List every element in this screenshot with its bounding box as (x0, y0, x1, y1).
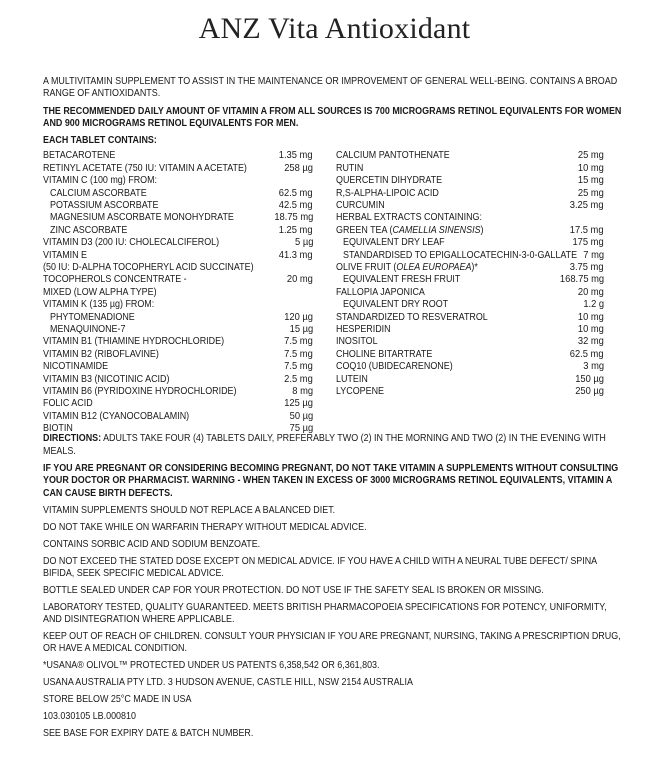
ingredient-name: VITAMIN D3 (200 IU: CHOLECALCIFEROL) (43, 237, 220, 249)
ingredient-amount: 125 µg (284, 398, 313, 410)
ingredient-amount: 3.75 mg (570, 262, 604, 273)
ingredient-name: RETINYL ACETATE (750 IU: VITAMIN A ACETATE) (43, 162, 247, 174)
ingredient-name: CALCIUM ASCORBATE (50, 187, 147, 199)
ingredient-amount: 5 µg (294, 237, 313, 249)
ingredient-row (336, 374, 604, 386)
ingredient-row (336, 274, 604, 286)
intro-text: A MULTIVITAMIN SUPPLEMENT TO ASSIST IN THE MAINTENANCE OR IMPROVEMENT OF GENERAL WELL-BEING. CONTAINS A BROAD RANGE OF ANTIOXIDANTS. (43, 76, 618, 100)
ingredient-name: ZINC ASCORBATE (50, 224, 128, 236)
ingredient-name: HERBAL EXTRACTS CONTAINING: (336, 212, 482, 224)
ingredient-row (336, 225, 604, 237)
ingredient-amount: 62.5 mg (279, 187, 313, 199)
notes-list (43, 505, 624, 740)
ingredient-name: MAGNESIUM ASCORBATE MONOHYDRATE (50, 212, 234, 224)
ingredient-row (43, 200, 313, 212)
ingredient-name: TOCOPHEROLS CONCENTRATE - (43, 274, 187, 286)
ingredient-name: VITAMIN B6 (PYRIDOXINE HYDROCHLORIDE) (43, 385, 237, 397)
ingredient-amount: 258 µg (284, 162, 313, 174)
ingredient-row (336, 150, 604, 162)
ingredient-row (336, 336, 604, 348)
ingredient-row (336, 262, 604, 274)
ingredient-name: VITAMIN B12 (CYANOCOBALAMIN) (43, 410, 190, 422)
ingredient-amount: 75 µg (289, 423, 313, 435)
ingredient-name: INOSITOL (336, 336, 378, 348)
ingredient-name: VITAMIN B1 (THIAMINE HYDROCHLORIDE) (43, 336, 225, 348)
ingredient-row (43, 299, 313, 311)
ingredient-row (43, 324, 313, 336)
ingredient-amount: 1.25 mg (279, 224, 313, 236)
ingredient-name: CURCUMIN (336, 200, 385, 212)
each-tablet-heading: EACH TABLET CONTAINS: (43, 135, 157, 147)
vitamin-a-notice: THE RECOMMENDED DAILY AMOUNT OF VITAMIN A FROM ALL SOURCES IS 700 MICROGRAMS RETINOL EQUIVALENTS FOR WOMEN AND 900 MICROGRAMS RETINOL EQUIVALENTS FOR MEN. (43, 105, 622, 129)
ingredient-name: GREEN TEA (CAMELLIA SINENSIS) (336, 224, 484, 236)
ingredients-left-column (43, 150, 313, 435)
product-title: ANZ Vita Antioxidant (198, 12, 471, 45)
ingredient-amount: 1.35 mg (279, 150, 313, 162)
ingredient-row (336, 200, 604, 212)
ingredient-amount: 10 mg (577, 162, 604, 174)
ingredient-row (336, 324, 604, 336)
label-note: KEEP OUT OF REACH OF CHILDREN. CONSULT YOUR PHYSICIAN IF YOU ARE PREGNANT, NURSING, TAKING A PRESCRIPTION DRUG, OR HAVE A MEDICAL CONDITION. (43, 630, 621, 655)
ingredient-amount: 25 mg (577, 150, 604, 162)
label-note: 103.030105 LB.000810 (43, 710, 136, 722)
ingredient-amount: 15 mg (577, 175, 604, 187)
ingredient-row (43, 250, 313, 262)
ingredient-amount: 20 mg (577, 286, 604, 298)
ingredient-name: MIXED (LOW ALPHA TYPE) (43, 286, 157, 298)
ingredient-amount: 42.5 mg (279, 200, 313, 212)
ingredient-amount: 15 µg (289, 323, 313, 335)
label-note: CONTAINS SORBIC ACID AND SODIUM BENZOATE. (43, 538, 261, 550)
ingredient-row (336, 299, 604, 311)
label-note: SEE BASE FOR EXPIRY DATE & BATCH NUMBER. (43, 727, 254, 739)
ingredient-row (43, 336, 313, 348)
ingredient-amount: 62.5 mg (570, 348, 604, 360)
ingredient-amount: 3 mg (583, 361, 604, 373)
ingredient-amount: 18.75 mg (274, 212, 313, 224)
ingredient-name: VITAMIN K (135 µg) FROM: (43, 299, 155, 311)
ingredient-amount: 7.5 mg (284, 348, 313, 360)
ingredient-name: LYCOPENE (336, 385, 385, 397)
ingredient-name: HESPERIDIN (336, 323, 391, 335)
ingredient-name: (50 IU: D-ALPHA TOCOPHERYL ACID SUCCINATE) (43, 262, 254, 273)
ingredient-row (43, 312, 313, 324)
directions-label: DIRECTIONS: (43, 433, 102, 445)
ingredient-row (336, 386, 604, 398)
ingredient-name: VITAMIN B3 (NICOTINIC ACID) (43, 373, 170, 385)
ingredient-name: BETACAROTENE (43, 150, 116, 162)
label-note: DO NOT EXCEED THE STATED DOSE EXCEPT ON MEDICAL ADVICE. IF YOU HAVE A CHILD WITH A NEURAL TUBE DEFECT/ SPINA BIFIDA, SEEK SPECIFIC MEDICAL ADVICE. (43, 555, 597, 579)
ingredient-row (336, 212, 604, 224)
ingredient-amount: 10 mg (577, 323, 604, 335)
ingredient-row (336, 250, 604, 262)
ingredient-row (43, 163, 313, 175)
ingredient-name: VITAMIN E (43, 249, 88, 261)
ingredient-name: FOLIC ACID (43, 398, 93, 410)
ingredient-row (43, 361, 313, 373)
ingredient-amount: 32 mg (577, 336, 604, 348)
ingredient-name: VITAMIN C (100 mg) FROM: (43, 175, 158, 187)
ingredient-row (43, 411, 313, 423)
ingredient-amount: 150 µg (575, 373, 604, 385)
ingredient-amount: 2.5 mg (284, 373, 313, 385)
ingredient-row (43, 374, 313, 386)
ingredient-row (43, 349, 313, 361)
ingredient-name: EQUIVALENT DRY LEAF (343, 237, 445, 249)
ingredient-amount: 25 mg (577, 187, 604, 199)
ingredient-amount: 20 mg (286, 274, 313, 286)
label-note: USANA AUSTRALIA PTY LTD. 3 HUDSON AVENUE, CASTLE HILL, NSW 2154 AUSTRALIA (43, 676, 413, 688)
ingredient-name: EQUIVALENT FRESH FRUIT (343, 274, 461, 286)
ingredient-amount: 175 mg (572, 237, 604, 249)
ingredient-row (336, 188, 604, 200)
directions (43, 433, 624, 458)
label-note: DO NOT TAKE WHILE ON WARFARIN THERAPY WITHOUT MEDICAL ADVICE. (43, 521, 367, 533)
ingredient-row (43, 398, 313, 410)
pregnancy-warning: IF YOU ARE PREGNANT OR CONSIDERING BECOMING PREGNANT, DO NOT TAKE VITAMIN A SUPPLEMENTS WITHOUT CONSULTING YOUR DOCTOR OR PHARMACIST. WARNING - WHEN TAKEN IN EXCESS OF 3000 MICROGRAMS RETINOL EQUIVALENTS, VITAMIN A CAN CAUSE BIRTH DEFECTS. (43, 463, 619, 499)
ingredient-name: STANDARDIZED TO RESVERATROL (336, 311, 488, 323)
ingredient-row (43, 175, 313, 187)
ingredient-name: QUERCETIN DIHYDRATE (336, 175, 443, 187)
label-note: VITAMIN SUPPLEMENTS SHOULD NOT REPLACE A BALANCED DIET. (43, 504, 336, 516)
ingredient-row (336, 287, 604, 299)
ingredient-name: MENAQUINONE-7 (50, 323, 126, 335)
ingredient-row (43, 212, 313, 224)
ingredients-right-column (336, 150, 604, 398)
ingredient-name: CHOLINE BITARTRATE (336, 348, 433, 360)
ingredient-name: EQUIVALENT DRY ROOT (343, 299, 449, 311)
ingredient-name: NICOTINAMIDE (43, 361, 109, 373)
ingredient-row (43, 237, 313, 249)
ingredient-name: STANDARDISED TO EPIGALLOCATECHIN-3-0-GALLATE (343, 249, 578, 261)
ingredient-amount: 8 mg (292, 385, 313, 397)
ingredient-amount: 168.75 mg (559, 274, 604, 286)
ingredient-amount: 17.5 mg (570, 224, 604, 236)
ingredient-row (336, 237, 604, 249)
ingredient-row (43, 287, 313, 299)
ingredient-amount: 3.25 mg (570, 200, 604, 212)
ingredient-amount: 1.2 g (583, 299, 604, 311)
label-note: *USANA® OLIVOL™ PROTECTED UNDER US PATENTS 6,358,542 OR 6,361,803. (43, 660, 380, 672)
ingredient-name: CALCIUM PANTOTHENATE (336, 150, 450, 162)
ingredient-row (43, 225, 313, 237)
ingredient-amount: 120 µg (284, 311, 313, 323)
ingredient-row (43, 386, 313, 398)
ingredient-amount: 250 µg (575, 385, 604, 397)
label-note: LABORATORY TESTED, QUALITY GUARANTEED. MEETS BRITISH PHARMACOPOEIA SPECIFICATIONS FOR POTENCY, UNIFORMITY, AND DISINTEGRATION WHERE APPLICABLE. (43, 601, 607, 626)
ingredient-row (43, 274, 313, 286)
ingredient-name: POTASSIUM ASCORBATE (50, 200, 159, 212)
ingredient-row (336, 349, 604, 361)
ingredient-name: BIOTIN (43, 423, 73, 435)
ingredient-name: COQ10 (UBIDECARENONE) (336, 361, 453, 373)
ingredient-row (43, 188, 313, 200)
ingredient-amount: 50 µg (289, 410, 313, 422)
label-document (43, 76, 623, 745)
label-note: BOTTLE SEALED UNDER CAP FOR YOUR PROTECTION. DO NOT USE IF THE SAFETY SEAL IS BROKEN OR MISSING. (43, 584, 544, 596)
directions-text: ADULTS TAKE FOUR (4) TABLETS DAILY, PREFERABLY TWO (2) IN THE MORNING AND TWO (2) IN THE EVENING WITH MEALS. (43, 433, 606, 457)
ingredient-row (336, 163, 604, 175)
ingredient-name: VITAMIN B2 (RIBOFLAVINE) (43, 348, 159, 360)
ingredient-row (336, 175, 604, 187)
ingredient-amount: 7.5 mg (284, 361, 313, 373)
ingredient-name: RUTIN (336, 162, 364, 174)
ingredients-table (43, 150, 623, 435)
ingredient-row (43, 262, 313, 274)
label-note: STORE BELOW 25°C MADE IN USA (43, 693, 192, 705)
ingredient-name: LUTEIN (336, 373, 368, 385)
ingredient-name: OLIVE FRUIT (OLEA EUROPAEA)* (336, 262, 478, 273)
ingredient-row (43, 150, 313, 162)
ingredient-amount: 10 mg (577, 311, 604, 323)
ingredient-name: PHYTOMENADIONE (50, 311, 135, 323)
ingredient-row (336, 312, 604, 324)
ingredient-amount: 7.5 mg (284, 336, 313, 348)
ingredient-amount: 7 mg (583, 249, 604, 261)
ingredient-name: FALLOPIA JAPONICA (336, 286, 425, 298)
ingredient-name: R,S-ALPHA-LIPOIC ACID (336, 187, 439, 199)
ingredient-amount: 41.3 mg (279, 249, 313, 261)
ingredient-row (336, 361, 604, 373)
